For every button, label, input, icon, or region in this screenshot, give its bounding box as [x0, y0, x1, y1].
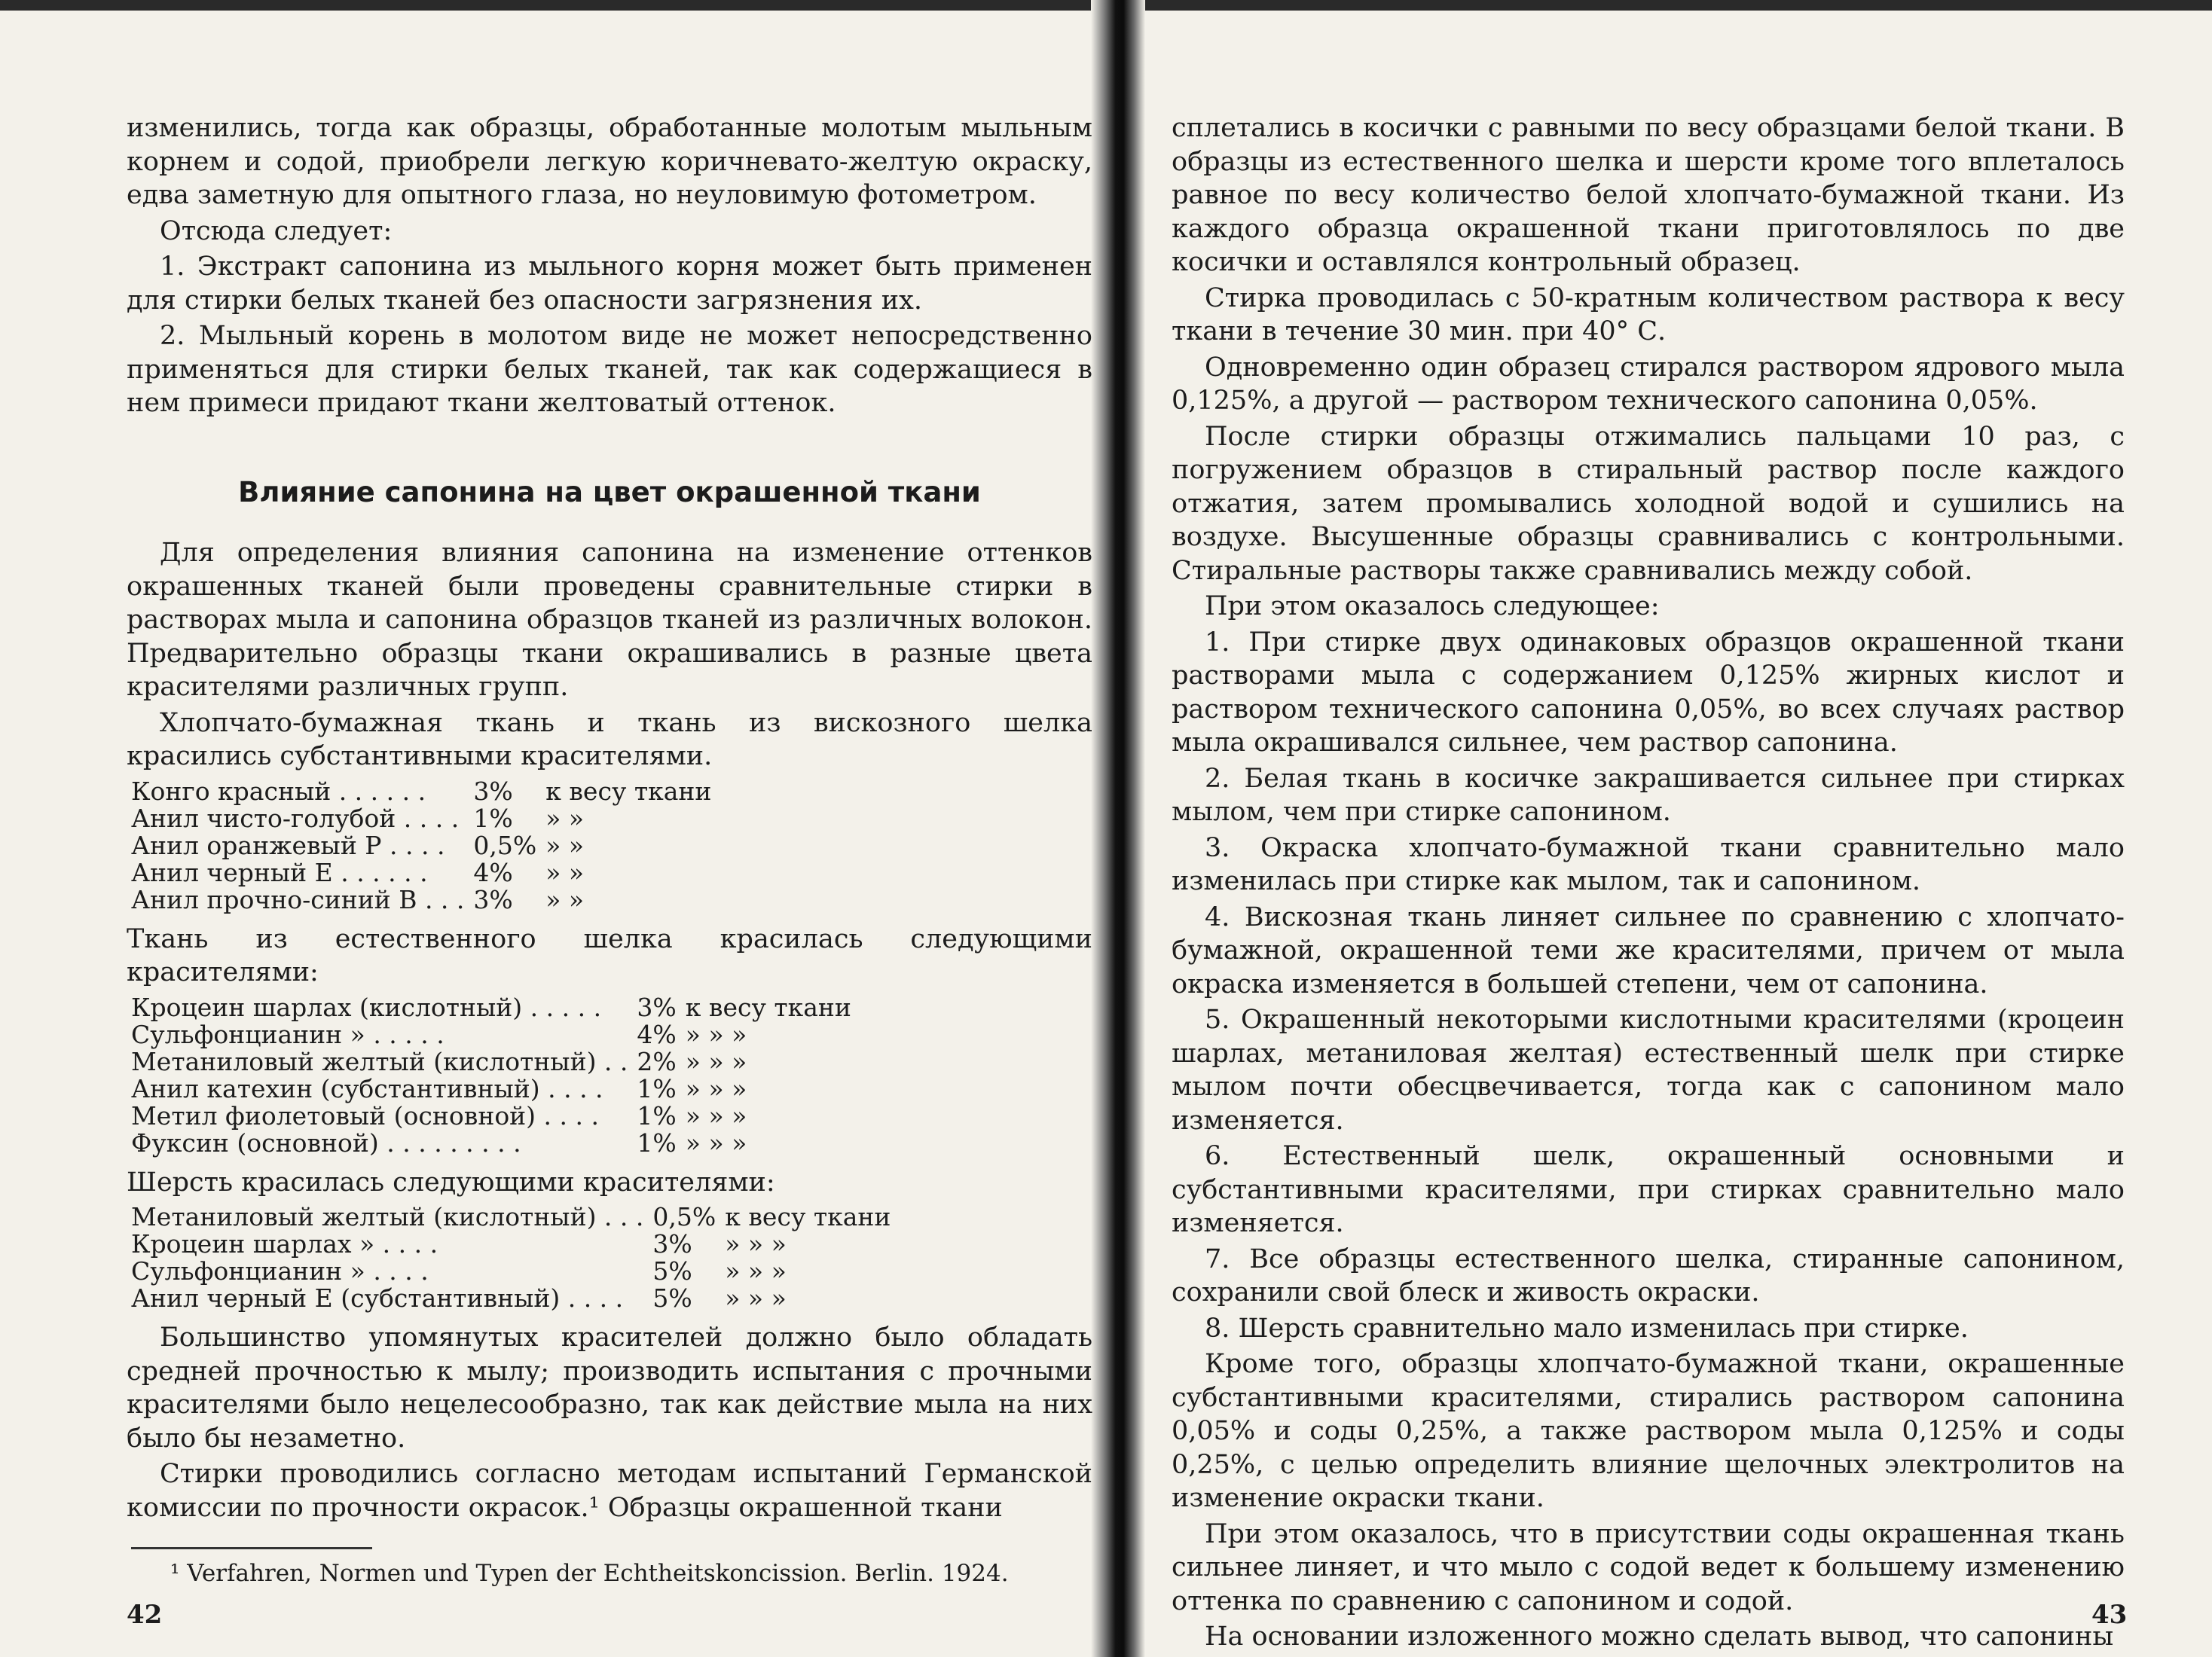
- dye-percent: 3%: [473, 884, 513, 914]
- paragraph: 3. Окраска хлопчато-бумажной ткани сравнительно мало изменилась при стирке как мылом, так и сапонином.: [1172, 832, 2125, 896]
- table-row: [127, 859, 716, 886]
- dye-name: Анил катехин (субстантивный) . . . .: [131, 1073, 603, 1103]
- page-number: 43: [2091, 1600, 2128, 1630]
- dye-unit: » » »: [685, 1046, 747, 1076]
- paragraph: Ткань из естественного шелка красилась следующими красителями:: [127, 923, 1092, 987]
- dye-unit: » »: [545, 884, 585, 914]
- dye-unit: » »: [545, 803, 585, 833]
- dye-name: Кроцеин шарлах (кислотный) . . . . .: [131, 992, 602, 1022]
- table-row: [127, 1130, 856, 1157]
- dye-name: Кроцеин шарлах » . . . .: [131, 1229, 438, 1259]
- dye-table-wool: [127, 1204, 895, 1312]
- dye-percent: 4%: [473, 857, 513, 887]
- dye-name: Анил оранжевый Р . . . .: [131, 830, 445, 860]
- paragraph: 2. Мыльный корень в молотом виде не может непосредственно применяться для стирки белых тканей, так как содержащиеся в нем примеси придают ткани желтоватый оттенок.: [127, 321, 1092, 418]
- dye-percent: 2%: [637, 1046, 677, 1076]
- dye-name: Метаниловый желтый (кислотный) . .: [131, 1046, 628, 1076]
- dye-percent: 0,5%: [473, 830, 537, 860]
- dye-percent: 3%: [652, 1229, 692, 1259]
- dye-name: Метил фиолетовый (основной) . . . .: [131, 1100, 599, 1131]
- dye-unit: » » »: [685, 1128, 747, 1158]
- paragraph: При этом оказалось, что в присутствии соды окрашенная ткань сильнее линяет, и что мыло с содой ведет к большему изменению оттенка по сравнению с сапонином и содой.: [1172, 1518, 2125, 1616]
- paragraph: Стирка проводилась с 50-кратным количеством раствора к весу ткани в течение 30 мин. при 40° С.: [1172, 282, 2125, 346]
- paragraph: 7. Все образцы естественного шелка, стиранные сапонином, сохранили свой блеск и живость окраски.: [1172, 1244, 2125, 1308]
- paragraph: Кроме того, образцы хлопчато-бумажной ткани, окрашенные субстантивными красителями, стирались раствором сапонина 0,05% и соды 0,25%, а также раствором мыла 0,125% и соды 0,25%, с целью определить влияние щелочных электролитов на изменение окраски ткани.: [1172, 1349, 2125, 1513]
- dye-name: Сульфонцианин » . . . .: [131, 1256, 429, 1286]
- table-row: [127, 1231, 895, 1258]
- table-row: [127, 1021, 856, 1048]
- dye-unit: » » »: [685, 1073, 747, 1103]
- dye-unit: » »: [545, 830, 585, 860]
- paragraph: изменились, тогда как образцы, обработанные молотым мыльным корнем и содой, приобрели легкую коричневато-желтую окраску, едва заметную для опытного глаза, но неуловимую фотометром.: [127, 113, 1092, 210]
- dye-name: Анил черный Е (субстантивный) . . . .: [131, 1283, 624, 1313]
- dye-unit: » » »: [685, 1100, 747, 1131]
- dye-name: Анил черный Е . . . . . .: [131, 857, 428, 887]
- table-row: [127, 1076, 856, 1103]
- dye-unit: » » »: [725, 1283, 787, 1313]
- table-row: [127, 1285, 895, 1312]
- dye-unit: к весу ткани: [685, 992, 851, 1022]
- paragraph: 5. Окрашенный некоторыми кислотными красителями (кроцеин шарлах, метаниловая желтая) естественный шелк при стирке мылом почти обесцвечивается, тогда как с сапонином мало изменяется.: [1172, 1005, 2125, 1136]
- paragraph: 1. При стирке двух одинаковых образцов окрашенной ткани растворами мыла с содержанием 0,125% жирных кислот и раствором технического сапонина 0,05%, во всех случаях раствор мыла окрашивался сильнее, чем раствор сапонина.: [1172, 627, 2125, 758]
- table-row: [127, 1103, 856, 1130]
- book-gutter-shadow: [1091, 0, 1145, 1657]
- footnote-rule: [131, 1547, 372, 1549]
- paragraph: сплетались в косички с равными по весу образцами белой ткани. В образцы из естественного шелка и шерсти кроме того вплеталось равное по весу количество белой хлопчато-бумажной ткани. Из каждого образца окрашенной ткани приготовлялось по две косички и оставлялся контрольный образец.: [1172, 113, 2125, 277]
- dye-unit: » » »: [725, 1229, 787, 1259]
- dye-name: Анил чисто-голубой . . . .: [131, 803, 460, 833]
- paragraph: На основании изложенного можно сделать вывод, что сапонины: [1205, 1622, 2114, 1652]
- table-row: [127, 886, 716, 914]
- dye-name: Фуксин (основной) . . . . . . . . .: [131, 1128, 521, 1158]
- section-heading: Влияние сапонина на цвет окрашенной ткани: [238, 475, 981, 508]
- dye-percent: 0,5%: [652, 1202, 716, 1231]
- dye-name: Анил прочно-синий В . . .: [131, 884, 465, 914]
- paragraph: При этом оказалось следующее:: [1205, 591, 1660, 621]
- dye-percent: 5%: [652, 1256, 692, 1286]
- paragraph: 4. Вискозная ткань линяет сильнее по сравнению с хлопчато-бумажной, окрашенной теми же красителями, причем от мыла окраска изменяется в большей степени, чем от сапонина.: [1172, 902, 2125, 999]
- table-row: [127, 1204, 895, 1231]
- table-row: [127, 832, 716, 859]
- right-page: [1172, 111, 2128, 1656]
- dye-unit: » » »: [725, 1256, 787, 1286]
- table-row: [127, 1258, 895, 1285]
- dye-percent: 3%: [637, 992, 677, 1022]
- paragraph: 6. Естественный шелк, окрашенный основными и субстантивными красителями, при стирках сравнительно мало изменяется.: [1172, 1141, 2125, 1238]
- paragraph: 1. Экстракт сапонина из мыльного корня может быть применен для стирки белых тканей без опасности загрязнения их.: [127, 252, 1092, 316]
- dye-table-cotton: [127, 778, 716, 914]
- dye-unit: » » »: [685, 1019, 747, 1049]
- table-row: [127, 1048, 856, 1076]
- paragraph: После стирки образцы отжимались пальцами 10 раз, с погружением образцов в стиральный раствор после каждого отжатия, затем промывались холодной водой и сушились на воздухе. Высушенные образцы сравнивались с контрольными. Стиральные растворы также сравнивались между собой.: [1172, 421, 2125, 586]
- dye-percent: 5%: [652, 1283, 692, 1313]
- paragraph: Шерсть красилась следующими красителями:: [127, 1167, 775, 1198]
- dye-unit: к весу ткани: [545, 776, 712, 806]
- paragraph: Большинство упомянутых красителей должно было обладать средней прочностью к мылу; производить испытания с прочными красителями было нецелесообразно, так как действие мыла на них было бы незаметно.: [127, 1323, 1092, 1454]
- dye-percent: 1%: [637, 1073, 677, 1103]
- dye-name: Метаниловый желтый (кислотный) . . .: [131, 1202, 644, 1231]
- paragraph: Для определения влияния сапонина на изменение оттенков окрашенных тканей были проведены сравнительные стирки в растворах мыла и сапонина образцов тканей из различных волокон. Предварительно образцы ткани окрашивались в разные цвета красителями различных групп.: [127, 538, 1092, 702]
- dye-percent: 1%: [473, 803, 513, 833]
- paragraph: Одновременно один образец стирался раствором ядрового мыла 0,125%, а другой — раствором технического сапонина 0,05%.: [1172, 352, 2125, 416]
- dye-unit: к весу ткани: [725, 1202, 891, 1231]
- paragraph: 8. Шерсть сравнительно мало изменилась при стирке.: [1205, 1313, 1969, 1344]
- dye-name: Сульфонцианин » . . . . .: [131, 1019, 445, 1049]
- dye-percent: 1%: [637, 1100, 677, 1131]
- left-page: [127, 111, 1092, 1591]
- paragraph: Отсюда следует:: [160, 215, 393, 246]
- dye-table-silk: [127, 994, 856, 1157]
- paragraph: Хлопчато-бумажная ткань и ткань из вискозного шелка красились субстантивными красителями.: [127, 707, 1092, 771]
- dye-unit: » »: [545, 857, 585, 887]
- table-row: [127, 805, 716, 832]
- paragraph: 2. Белая ткань в косичке закрашивается сильнее при стирках мылом, чем при стирке сапонином.: [1172, 763, 2125, 827]
- footnote: ¹ Verfahren, Normen und Typen der Echtheitskoncission. Berlin. 1924.: [170, 1560, 1009, 1587]
- dye-percent: 3%: [473, 776, 513, 806]
- dye-name: Конго красный . . . . . .: [131, 776, 426, 806]
- table-row: [127, 778, 716, 805]
- page-number: 42: [127, 1600, 163, 1630]
- dye-percent: 1%: [637, 1128, 677, 1158]
- dye-percent: 4%: [637, 1019, 677, 1049]
- paragraph: Стирки проводились согласно методам испытаний Германской комиссии по прочности окрасок.¹ Образцы окрашенной ткани: [127, 1459, 1092, 1523]
- table-row: [127, 994, 856, 1021]
